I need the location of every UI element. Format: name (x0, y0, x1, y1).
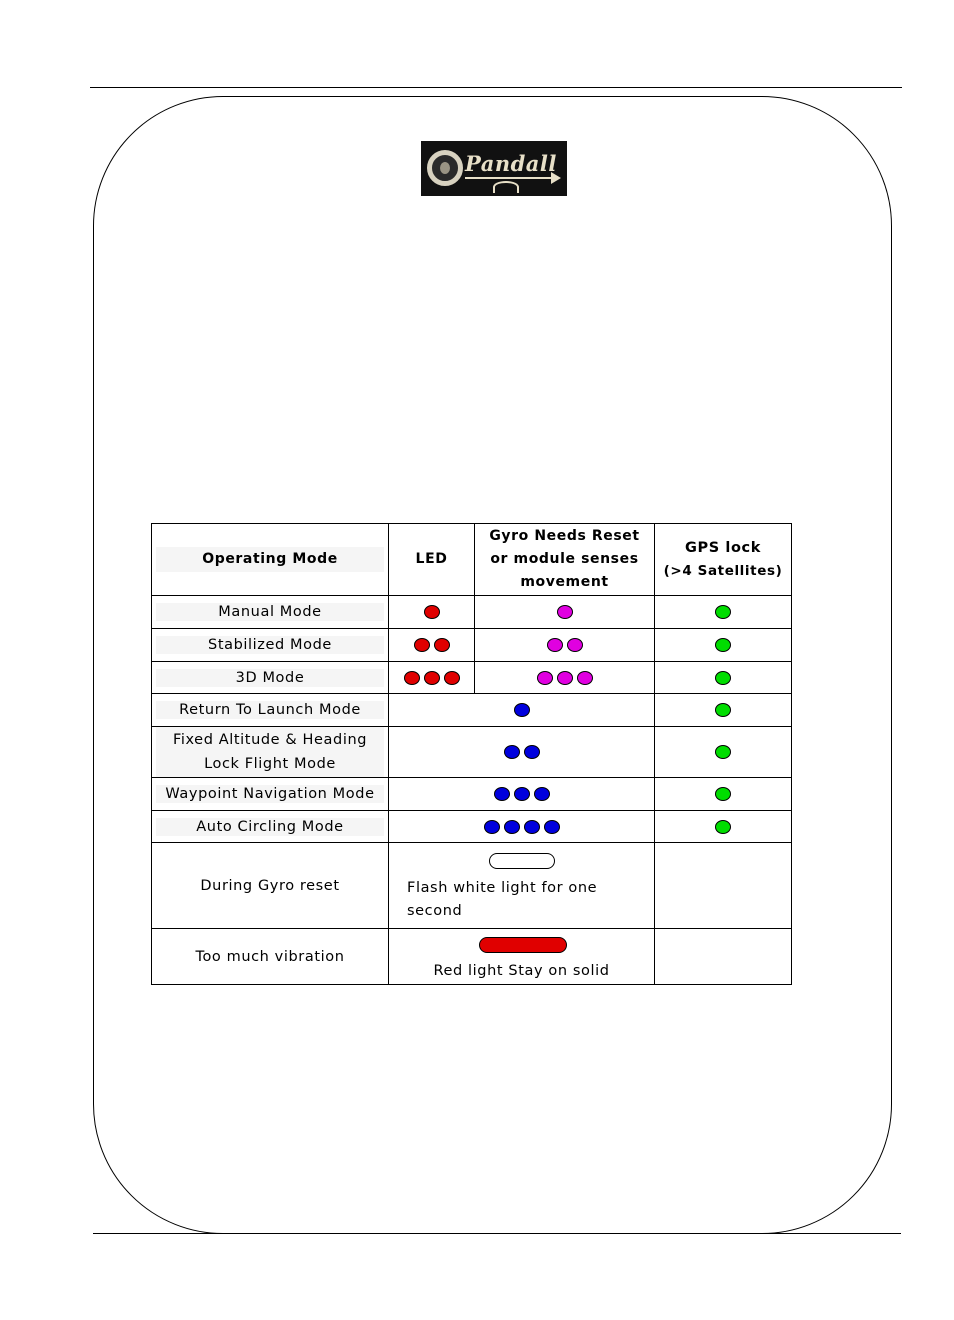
table-row (152, 662, 792, 694)
combined-indicator (389, 703, 654, 717)
green-led-dot (715, 745, 731, 759)
mode-name-cell (152, 929, 389, 985)
blue-led-dot (504, 820, 520, 834)
led-indicator (389, 638, 474, 652)
mode-name-cell (152, 662, 389, 694)
gps-cell (655, 662, 792, 694)
gps-indicator (655, 703, 791, 717)
gps-cell (655, 694, 792, 727)
blue-led-dot (514, 703, 530, 717)
table-row (152, 596, 792, 629)
mode-name: Lock Flight Mode (204, 756, 336, 772)
red-led-dot (434, 638, 450, 652)
logo-wordmark: Pandall (465, 151, 557, 176)
gyro-reset-cell (389, 843, 655, 929)
logo-glider-icon (493, 181, 519, 193)
table-body (152, 596, 792, 985)
gps-indicator (655, 605, 791, 619)
mode-name: Too much vibration (195, 948, 345, 965)
blue-led-dot (504, 745, 520, 759)
green-led-dot (715, 638, 731, 652)
blue-led-dot (484, 820, 500, 834)
header-led: LED (389, 524, 475, 596)
logo-ring-icon (427, 150, 463, 186)
mode-name-cell (152, 843, 389, 929)
red-led-dot (424, 605, 440, 619)
blue-led-dot (514, 787, 530, 801)
blue-led-dot (524, 745, 540, 759)
mode-name-cell (152, 629, 389, 662)
mode-name: Return To Launch Mode (179, 702, 361, 718)
table-row (152, 629, 792, 662)
combined-led-cell (389, 778, 655, 811)
green-led-dot (715, 605, 731, 619)
magenta-led-dot (537, 671, 553, 685)
led-indicator (389, 671, 474, 685)
gyro-cell (475, 662, 655, 694)
mode-name: 3D Mode (235, 669, 305, 686)
gps-cell (655, 629, 792, 662)
header-operating-mode: Operating Mode (152, 524, 389, 596)
green-led-dot (715, 820, 731, 834)
gps-indicator (655, 787, 791, 801)
combined-led-cell (389, 811, 655, 843)
mode-name-cell (152, 727, 389, 778)
magenta-led-dot (577, 671, 593, 685)
red-led-dot (404, 671, 420, 685)
table-row (152, 694, 792, 727)
mode-name-cell (152, 596, 389, 629)
gyro-reset-description: Flash white light for one (407, 880, 598, 896)
gyro-cell (475, 629, 655, 662)
mode-name: Stabilized Mode (208, 637, 332, 653)
mode-name: Waypoint Navigation Mode (165, 786, 375, 802)
gyro-indicator (475, 671, 654, 685)
gps-indicator (655, 820, 791, 834)
led-indicator (389, 605, 474, 619)
mode-name: Fixed Altitude & Heading (172, 732, 368, 748)
green-led-dot (715, 703, 731, 717)
header-row (152, 524, 792, 596)
header-gyro: Gyro Needs Reset or module senses movement (475, 524, 655, 596)
gyro-indicator (475, 638, 654, 652)
blue-led-dot (544, 820, 560, 834)
table-row (152, 843, 792, 929)
combined-indicator (389, 820, 654, 834)
mode-name-cell (152, 694, 389, 727)
magenta-led-dot (567, 638, 583, 652)
gps-cell (655, 811, 792, 843)
combined-led-cell (389, 694, 655, 727)
magenta-led-dot (557, 671, 573, 685)
gps-cell (655, 843, 792, 929)
green-led-dot (715, 671, 731, 685)
gyro-indicator (475, 605, 654, 619)
red-led-dot (414, 638, 430, 652)
gps-indicator (655, 671, 791, 685)
blue-led-dot (534, 787, 550, 801)
led-cell (389, 596, 475, 629)
led-status-table (151, 523, 792, 985)
led-cell (389, 662, 475, 694)
logo-arrow-icon (465, 177, 555, 179)
footer-rule (93, 1233, 901, 1234)
vibration-description: Red light Stay on solid (433, 963, 610, 979)
table-row (152, 778, 792, 811)
white-led-bar (489, 853, 555, 869)
table-row (152, 727, 792, 778)
combined-indicator (389, 745, 654, 759)
led-cell (389, 629, 475, 662)
blue-led-dot (524, 820, 540, 834)
vibration-cell (389, 929, 655, 985)
red-led-dot (444, 671, 460, 685)
gps-indicator (655, 745, 791, 759)
header-gps: GPS lock (>4 Satellites) (655, 524, 792, 596)
mode-name: Auto Circling Mode (196, 818, 344, 835)
gps-cell (655, 778, 792, 811)
red-led-dot (424, 671, 440, 685)
mode-name-cell (152, 778, 389, 811)
table-row (152, 811, 792, 843)
magenta-led-dot (547, 638, 563, 652)
magenta-led-dot (557, 605, 573, 619)
table-row (152, 929, 792, 985)
gyro-reset-description: second (407, 903, 463, 919)
gps-cell (655, 929, 792, 985)
gps-cell (655, 596, 792, 629)
red-led-bar (479, 937, 567, 953)
pandall-logo (421, 141, 567, 196)
mode-name-cell (152, 811, 389, 843)
mode-name: Manual Mode (218, 604, 322, 620)
header-rule (90, 87, 902, 88)
green-led-dot (715, 787, 731, 801)
gps-indicator (655, 638, 791, 652)
combined-indicator (389, 787, 654, 801)
blue-led-dot (494, 787, 510, 801)
gyro-cell (475, 596, 655, 629)
gps-cell (655, 727, 792, 778)
combined-led-cell (389, 727, 655, 778)
mode-name: During Gyro reset (200, 877, 340, 894)
